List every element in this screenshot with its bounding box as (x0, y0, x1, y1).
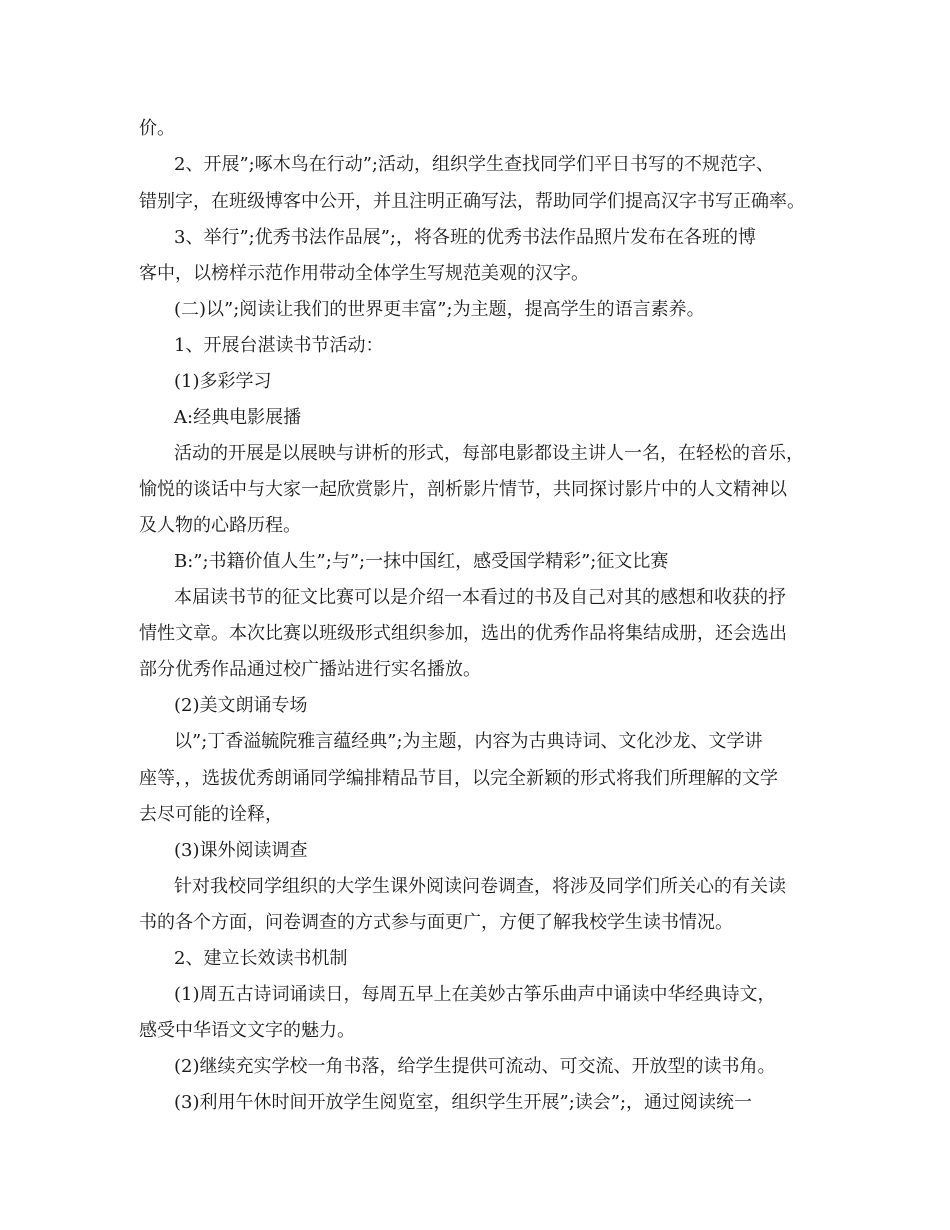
text-line: 错别字，在班级博客中公开，并且注明正确写法，帮助同学们提高汉字书写正确率。 (139, 191, 805, 212)
text-line: 本届读书节的征文比赛可以是介绍一本看过的书及自己对其的感想和收获的抒 (174, 587, 786, 608)
text-line: (3)利用午休时间开放学生阅览室，组织学生开展”;读会”;，通过阅读统一 (174, 1092, 753, 1113)
text-line: 3、举行”;优秀书法作品展”;，将各班的优秀书法作品照片发布在各班的博 (174, 227, 756, 248)
text-line: 客中，以榜样示范作用带动全体学生写规范美观的汉字。 (139, 263, 589, 284)
text-line: 2、建立长效读书机制 (174, 948, 348, 969)
text-line: 情性文章。本次比赛以班级形式组织参加，选出的优秀作品将集结成册，还会选出 (139, 623, 787, 644)
text-line: (二)以”;阅读让我们的世界更丰富”;为主题，提高学生的语言素养。 (174, 299, 705, 320)
text-line: 感受中华语文文字的魅力。 (139, 1020, 355, 1041)
text-line: (2)美文朗诵专场 (174, 695, 308, 716)
text-line: 部分优秀作品通过校广播站进行实名播放。 (139, 659, 481, 680)
text-line: (2)继续充实学校一角书落，给学生提供可流动、可交流、开放型的读书角。 (174, 1056, 776, 1077)
text-line: 及人物的心路历程。 (139, 515, 301, 536)
text-line: (1)周五古诗词诵读日，每周五早上在美妙古筝乐曲声中诵读中华经典诗文， (174, 984, 776, 1005)
text-line: (3)课外阅读调查 (174, 840, 308, 861)
text-line: A:经典电影展播 (174, 407, 302, 428)
text-line: 价。 (139, 118, 175, 139)
text-line: 愉悦的谈话中与大家一起欣赏影片，剖析影片情节，共同探讨影片中的人文精神以 (139, 479, 787, 500)
text-line: 书的各个方面，问卷调查的方式参与面更广，方便了解我校学生读书情况。 (139, 912, 733, 933)
text-line: (1)多彩学习 (174, 371, 272, 392)
text-line: 座等，，选拔优秀朗诵同学编排精品节目，以完全新颖的形式将我们所理解的文学 (139, 768, 778, 789)
text-line: 活动的开展是以展映与讲析的形式，每部电影都设主讲人一名，在轻松的音乐， (174, 443, 804, 464)
text-line: 2、开展”;啄木鸟在行动”;活动，组织学生查找同学们平日书写的不规范字、 (174, 154, 774, 175)
text-line: 以”;丁香溢毓院雅言蕴经典”;为主题，内容为古典诗词、文化沙龙、文学讲 (174, 731, 763, 752)
text-line: 针对我校同学组织的大学生课外阅读问卷调查，将涉及同学们所关心的有关读 (174, 876, 786, 897)
text-line: B:”;书籍价值人生”;与”;一抹中国红，感受国学精彩”;征文比赛 (174, 551, 669, 572)
text-line: 1、开展台湛读书节活动： (174, 335, 384, 356)
text-line: 去尽可能的诠释， (139, 804, 283, 825)
